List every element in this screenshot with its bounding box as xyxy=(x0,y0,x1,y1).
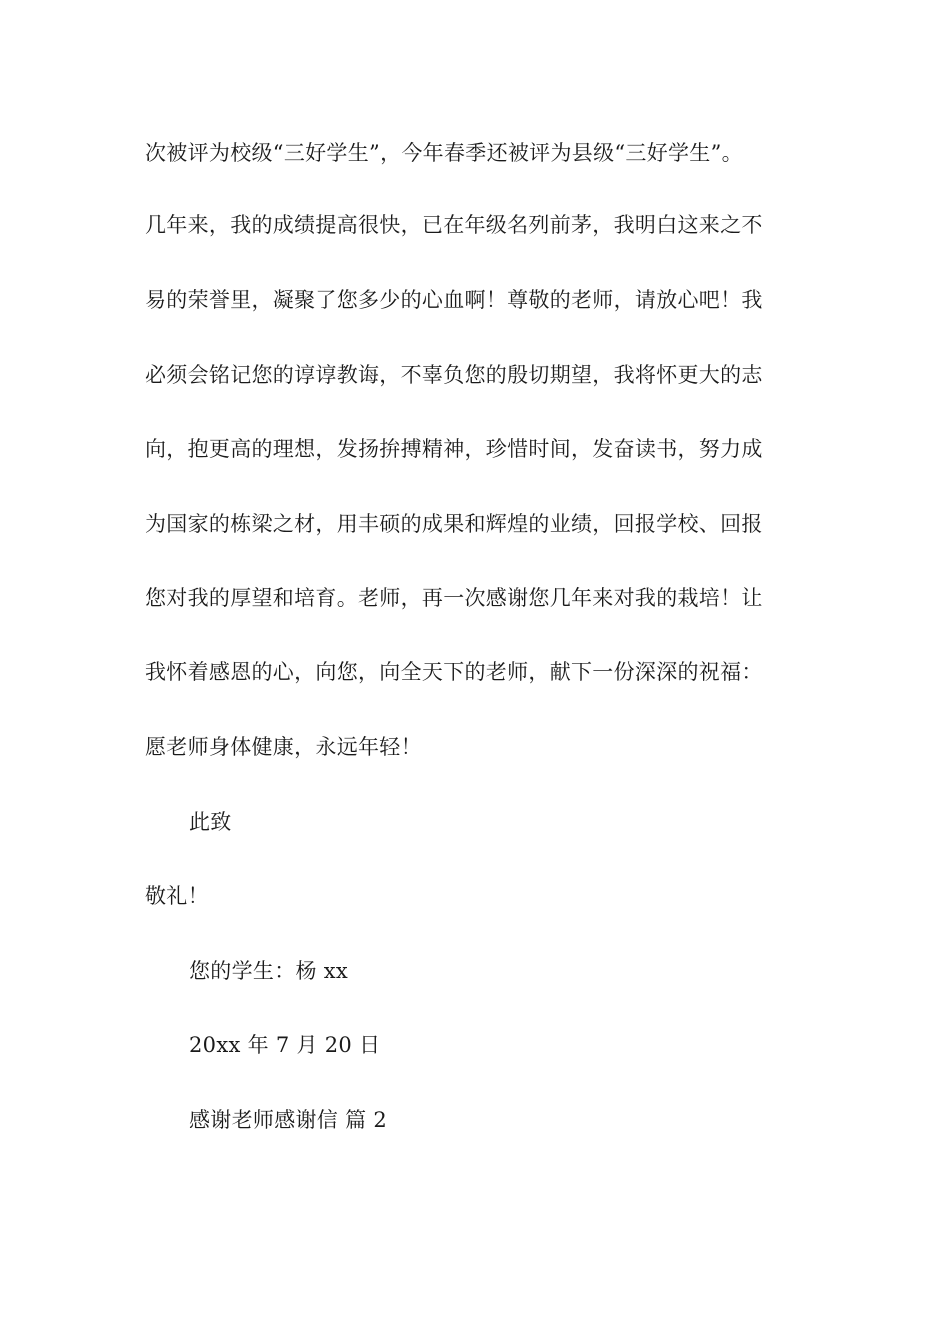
salute-phrase: 敬礼！ xyxy=(145,884,209,908)
body-line-1: 次被评为校级“三好学生”，今年春季还被评为县级“三好学生”。 xyxy=(145,141,743,165)
body-line-5: 向，抱更高的理想，发扬拚搏精神，珍惜时间，发奋读书，努力成 xyxy=(145,437,763,461)
body-line-7: 您对我的厚望和培育。老师，再一次感谢您几年来对我的栽培！让 xyxy=(145,586,763,610)
body-line-2: 几年来，我的成绩提高很快，已在年级名列前茅，我明白这来之不 xyxy=(145,213,763,237)
body-line-9: 愿老师身体健康，永远年轻！ xyxy=(145,735,422,759)
letter-date: 20xx 年 7 月 20 日 xyxy=(189,1033,381,1057)
body-line-3: 易的荣誉里，凝聚了您多少的心血啊！尊敬的老师，请放心吧！我 xyxy=(145,288,763,312)
body-line-8: 我怀着感恩的心，向您，向全天下的老师，献下一份深深的祝福： xyxy=(145,660,763,684)
body-line-4: 必须会铭记您的谆谆教诲，不辜负您的殷切期望，我将怀更大的志 xyxy=(145,363,763,387)
next-section-heading: 感谢老师感谢信 篇 2 xyxy=(189,1108,388,1132)
body-line-6: 为国家的栋梁之材，用丰硕的成果和辉煌的业绩，回报学校、回报 xyxy=(145,512,763,536)
closing-phrase: 此致 xyxy=(189,810,232,834)
signature: 您的学生：杨 xx xyxy=(189,959,349,983)
